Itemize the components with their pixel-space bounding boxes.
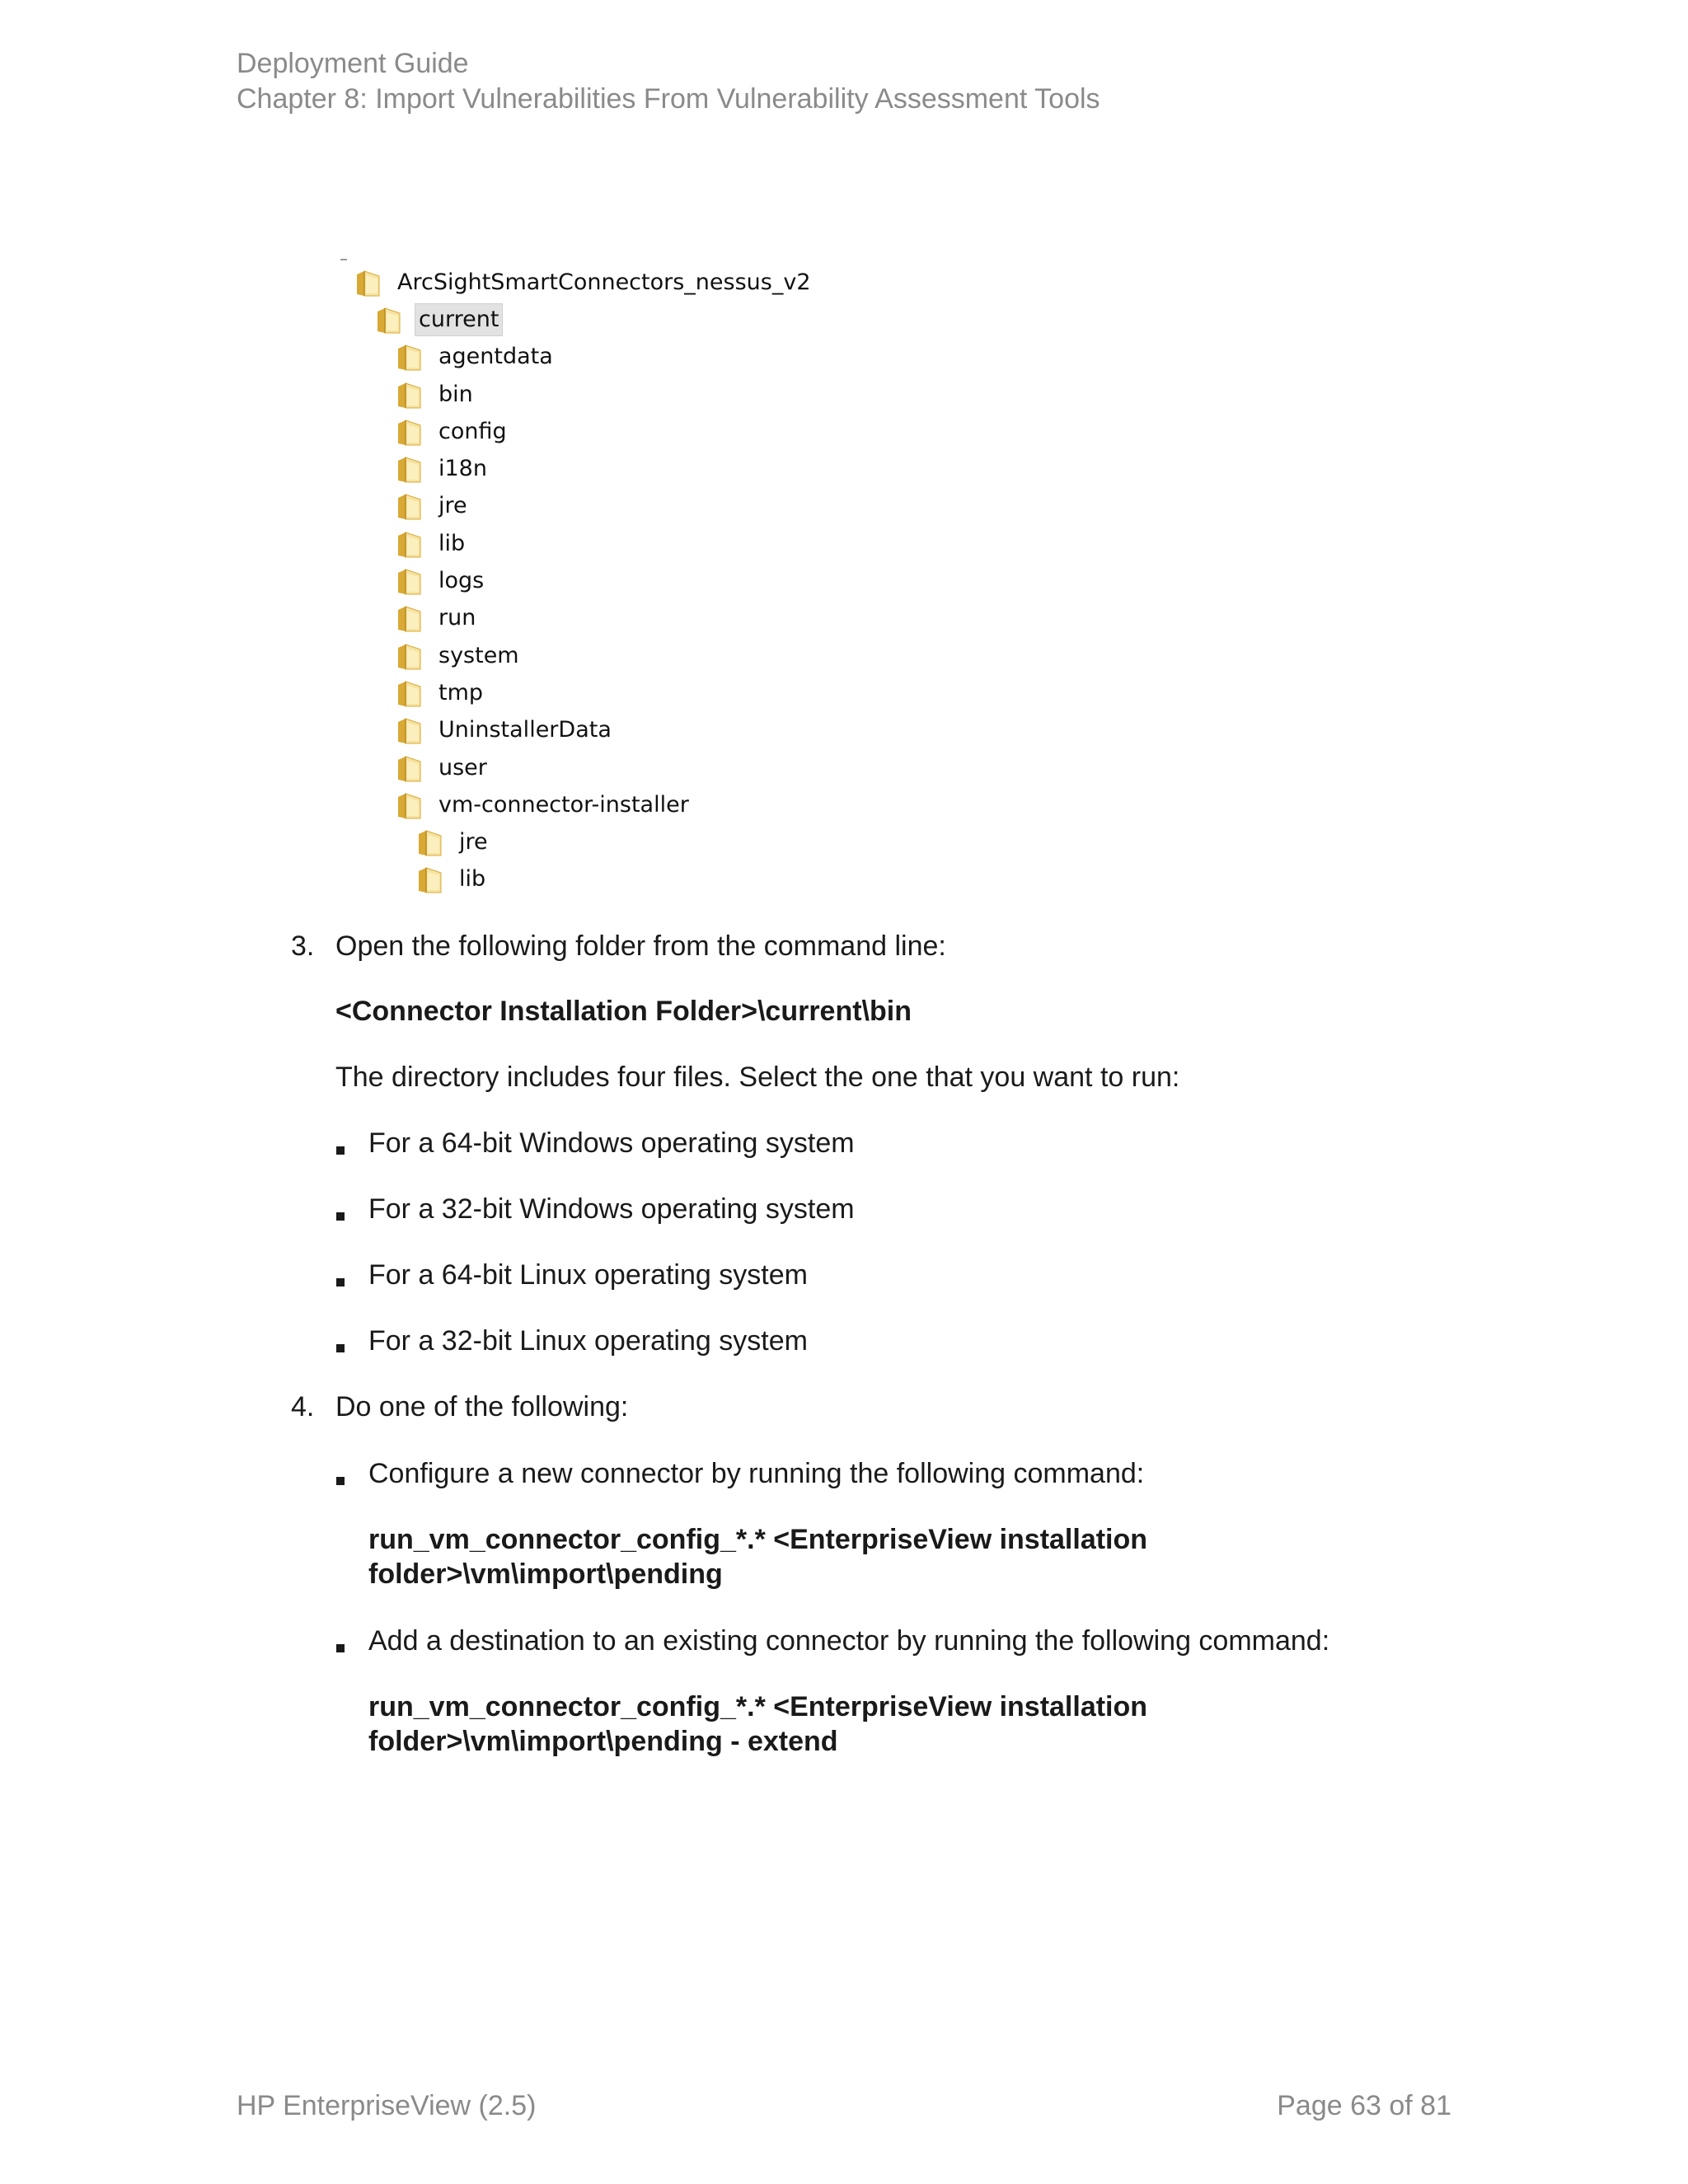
tree-item-label: user [438, 754, 487, 780]
bullet-marker [336, 1644, 345, 1652]
tree-item-label: logs [438, 568, 485, 594]
tree-item-label: i18n [438, 456, 487, 482]
tree-item[interactable] [354, 413, 814, 450]
folder-icon [396, 603, 424, 633]
step-number: 4. [291, 1391, 315, 1422]
command-line: folder>\vm\import\pending - extend [368, 1726, 838, 1757]
tree-item[interactable] [354, 861, 814, 898]
folder-icon [375, 305, 403, 335]
folder-icon [396, 566, 424, 596]
tree-item[interactable] [354, 712, 814, 749]
tree-item[interactable] [354, 562, 814, 599]
folder-icon [416, 827, 444, 857]
bullet-marker [336, 1344, 345, 1352]
tree-item-label: system [438, 642, 519, 668]
tree-item[interactable] [354, 264, 814, 301]
bullet-marker [336, 1477, 345, 1485]
tree-item[interactable] [354, 637, 814, 674]
doc-title: Deployment Guide [237, 48, 469, 79]
tree-item[interactable] [354, 786, 814, 823]
tree-item-label: ArcSightSmartConnectors_nessus_v2 [397, 269, 811, 295]
tree-tick-mark [340, 259, 347, 260]
tree-item-label: current [415, 303, 503, 336]
list-item: For a 32-bit Windows operating system [368, 1193, 855, 1225]
tree-item-label: tmp [438, 679, 484, 705]
footer-page-number: Page 63 of 81 [1277, 2090, 1451, 2121]
folder-icon [396, 678, 424, 708]
folder-icon [396, 454, 424, 484]
folder-icon [396, 342, 424, 372]
tree-item-label: lib [459, 866, 486, 893]
list-item: For a 64-bit Linux operating system [368, 1259, 808, 1291]
page-header [237, 46, 1100, 117]
tree-item[interactable] [354, 749, 814, 786]
folder-icon [396, 715, 424, 745]
folder-icon [396, 529, 424, 559]
tree-item[interactable] [354, 823, 814, 860]
tree-item[interactable] [354, 600, 814, 637]
tree-item[interactable] [354, 674, 814, 711]
tree-item-label: jre [459, 829, 488, 855]
step-text: Do one of the following: [335, 1391, 629, 1422]
tree-item-label: agentdata [438, 344, 553, 370]
command-line: folder>\vm\import\pending [368, 1558, 723, 1590]
bullet-marker [336, 1146, 345, 1155]
tree-item[interactable] [354, 488, 814, 525]
folder-icon [416, 865, 444, 894]
command-line: run_vm_connector_config_*.* <EnterpriseView installation [368, 1691, 1148, 1722]
bullet-marker [336, 1278, 345, 1286]
step-text: Open the following folder from the command line: [335, 930, 946, 962]
tree-item[interactable] [354, 376, 814, 413]
folder-icon [396, 753, 424, 783]
option-text: Configure a new connector by running the following command: [368, 1458, 1145, 1489]
tree-item-label: lib [438, 530, 466, 556]
tree-item-label: vm-connector-installer [438, 791, 689, 818]
tree-item-label: config [438, 418, 507, 444]
folder-icon [396, 417, 424, 447]
tree-item[interactable] [354, 339, 814, 376]
step-number: 3. [291, 930, 315, 962]
chapter-title: Chapter 8: Import Vulnerabilities From Vulnerability Assessment Tools [237, 83, 1100, 115]
list-item: For a 64-bit Windows operating system [368, 1127, 855, 1159]
folder-tree [354, 264, 814, 898]
option-text: Add a destination to an existing connector by running the following command: [368, 1625, 1330, 1657]
folder-icon [354, 268, 382, 298]
step-3-intro: The directory includes four files. Select the one that you want to run: [335, 1062, 1180, 1093]
folder-icon [396, 380, 424, 410]
bullet-marker [336, 1212, 345, 1221]
folder-path: <Connector Installation Folder>\current\bin [335, 996, 912, 1027]
command-line: run_vm_connector_config_*.* <EnterpriseView installation [368, 1524, 1148, 1555]
tree-item-label: run [438, 605, 476, 631]
tree-item-label: jre [438, 493, 467, 519]
tree-item[interactable] [354, 301, 814, 338]
folder-icon [396, 641, 424, 671]
tree-item-label: bin [438, 381, 473, 407]
tree-item[interactable] [354, 525, 814, 562]
folder-icon [396, 491, 424, 521]
tree-item[interactable] [354, 450, 814, 487]
folder-icon [396, 790, 424, 820]
list-item: For a 32-bit Linux operating system [368, 1325, 808, 1357]
footer-product: HP EnterpriseView (2.5) [237, 2090, 537, 2121]
tree-item-label: UninstallerData [438, 717, 612, 743]
